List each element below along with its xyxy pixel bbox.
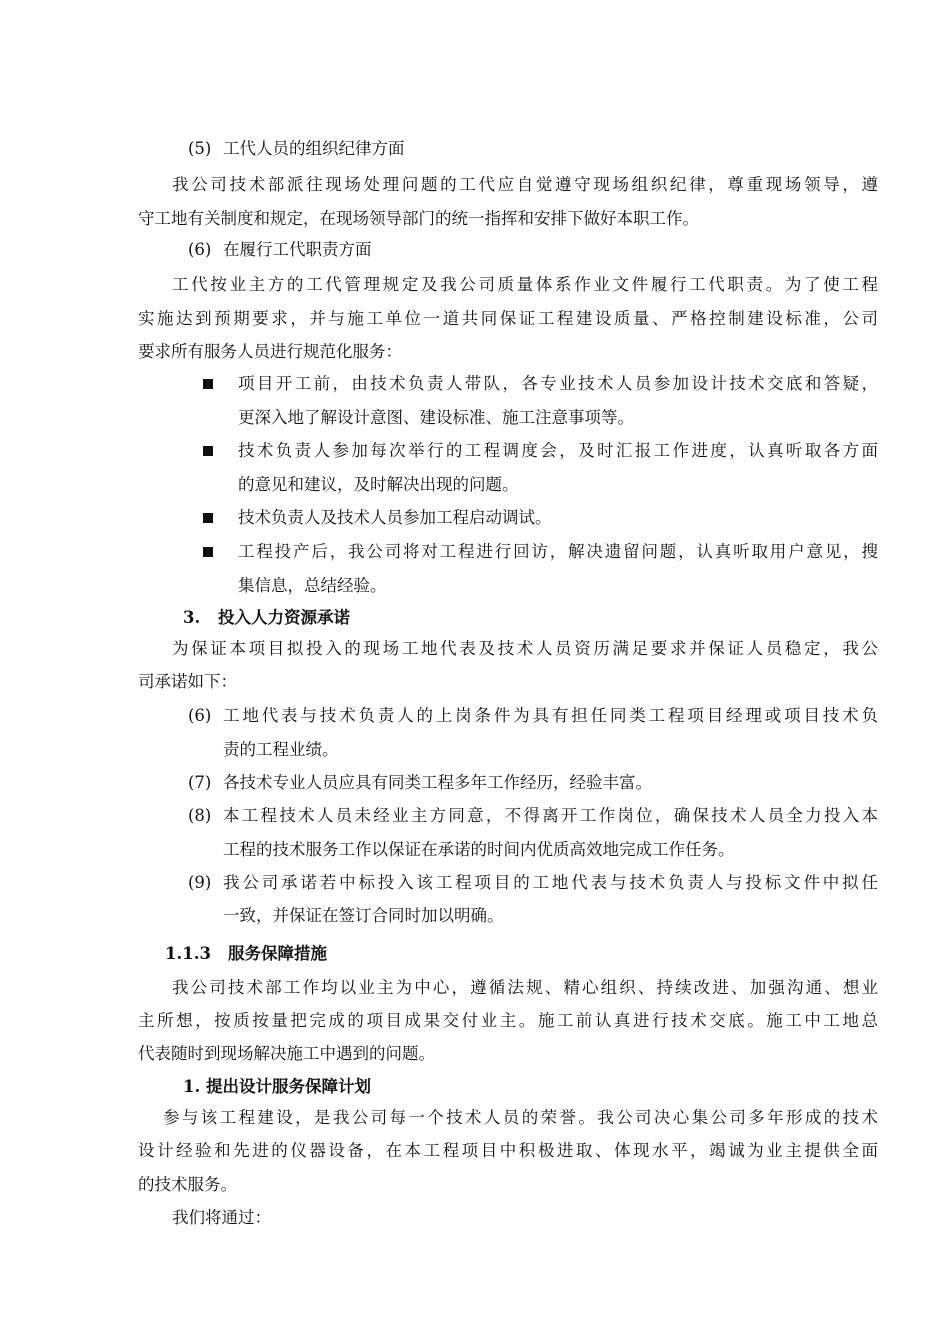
heading-title: 投入人力资源承诺 (218, 608, 350, 627)
bullet-item (0, 501, 950, 535)
bullet-item (0, 535, 950, 569)
paragraph-text: 参与该工程建设，是我公司每一个技术人员的荣誉。我公司决心集公司多年形成的技术 (163, 1108, 878, 1127)
item-text: 我公司承诺若中标投入该工程项目的工地代表与技术负责人与投标文件中拟任 (223, 873, 878, 892)
paragraph-line (0, 302, 950, 336)
paragraph-text: 我公司技术部派往现场处理问题的工代应自觉遵守现场组织纪律，尊重现场领导，遵 (172, 175, 878, 194)
heading-3 (0, 601, 950, 635)
square-bullet-icon (203, 547, 213, 557)
numbered-item-continuation (0, 833, 950, 867)
bullet-item (0, 367, 950, 401)
heading-number: 1.1.3 (165, 944, 211, 963)
bullet-text: 工程投产后，我公司将对工程进行回访，解决遗留问题，认真听取用户意见，搜 (238, 542, 878, 561)
numbered-item (0, 866, 950, 900)
bullet-text: 更深入地了解设计意图、建设标准、施工注意事项等。 (238, 408, 634, 427)
paragraph-line (0, 1168, 950, 1202)
numbered-item (0, 799, 950, 833)
section-title: 在履行工代职责方面 (223, 240, 372, 259)
item-text: 责的工程业绩。 (223, 740, 339, 759)
paragraph-text: 要求所有服务人员进行规范化服务： (138, 342, 402, 361)
paragraph-text: 我们将通过： (172, 1208, 271, 1227)
bullet-text: 技术负责人参加每次举行的工程调度会，及时汇报工作进度，认真听取各方面 (238, 441, 878, 460)
numbered-item (0, 766, 950, 800)
section-number: (6) (188, 240, 212, 259)
paragraph-text: 主所想，按质按量把完成的项目成果交付业主。施工前认真进行技术交底。施工中工地总 (138, 1011, 878, 1030)
section-heading-5 (0, 132, 950, 166)
paragraph-line (0, 1037, 950, 1071)
paragraph-text: 我公司技术部工作均以业主为中心，遵循法规、精心组织、持续改进、加强沟通、想业 (172, 978, 878, 997)
item-number: (7) (188, 773, 212, 792)
heading-1-1-3 (0, 937, 950, 971)
numbered-item-continuation (0, 733, 950, 767)
paragraph-line (0, 1004, 950, 1038)
item-number: (6) (188, 706, 212, 725)
bullet-continuation (0, 468, 950, 502)
paragraph-line (0, 268, 950, 302)
heading-number: 3. (183, 608, 201, 627)
paragraph-text: 工代按业主方的工代管理规定及我公司质量体系作业文件履行工代职责。为了使工程 (172, 275, 878, 294)
bullet-text: 集信息，总结经验。 (238, 576, 387, 595)
paragraph-line (0, 665, 950, 699)
bullet-text: 技术负责人及技术人员参加工程启动调试。 (238, 508, 552, 527)
heading-title: 1. 提出设计服务保障计划 (183, 1077, 371, 1096)
square-bullet-icon (203, 513, 213, 523)
bullet-item (0, 434, 950, 468)
item-number: (8) (188, 806, 212, 825)
paragraph-line (0, 1101, 950, 1135)
item-text: 工地代表与技术负责人的上岗条件为具有担任同类工程项目经理或项目技术负 (223, 706, 878, 725)
paragraph-line (0, 335, 950, 369)
paragraph-line (0, 1134, 950, 1168)
paragraph-text: 的技术服务。 (138, 1175, 237, 1194)
item-text: 一致，并保证在签订合同时加以明确。 (223, 906, 504, 925)
heading-1 (0, 1070, 950, 1104)
square-bullet-icon (203, 379, 213, 389)
paragraph-line (0, 168, 950, 202)
paragraph-text: 设计经验和先进的仪器设备，在本工程项目中积极进取、体现水平，竭诚为业主提供全面 (138, 1141, 878, 1160)
section-title: 工代人员的组织纪律方面 (223, 139, 405, 158)
bullet-text: 的意见和建议，及时解决出现的问题。 (238, 475, 519, 494)
heading-title: 服务保障措施 (228, 944, 327, 963)
square-bullet-icon (203, 446, 213, 456)
paragraph-line (0, 971, 950, 1005)
numbered-item (0, 699, 950, 733)
bullet-continuation (0, 569, 950, 603)
bullet-text: 项目开工前，由技术负责人带队，各专业技术人员参加设计技术交底和答疑， (238, 374, 878, 393)
section-number: (5) (188, 139, 212, 158)
paragraph-text: 司承诺如下： (138, 672, 237, 691)
item-text: 各技术专业人员应具有同类工程多年工作经历，经验丰富。 (223, 773, 652, 792)
paragraph-text: 代表随时到现场解决施工中遇到的问题。 (138, 1044, 435, 1063)
paragraph-text: 实施达到预期要求，并与施工单位一道共同保证工程建设质量、严格控制建设标准，公司 (138, 309, 878, 328)
item-text: 工程的技术服务工作以保证在承诺的时间内优质高效地完成工作任务。 (223, 840, 735, 859)
bullet-continuation (0, 401, 950, 435)
numbered-item-continuation (0, 899, 950, 933)
section-heading-6 (0, 233, 950, 267)
paragraph-text: 守工地有关制度和规定，在现场领导部门的统一指挥和安排下做好本职工作。 (138, 209, 699, 228)
paragraph-line (0, 1201, 950, 1235)
paragraph-text: 为保证本项目拟投入的现场工地代表及技术人员资历满足要求并保证人员稳定，我公 (172, 639, 878, 658)
paragraph-line (0, 202, 950, 236)
item-text: 本工程技术人员未经业主方同意，不得离开工作岗位，确保技术人员全力投入本 (223, 806, 878, 825)
item-number: (9) (188, 873, 212, 892)
paragraph-line (0, 632, 950, 666)
